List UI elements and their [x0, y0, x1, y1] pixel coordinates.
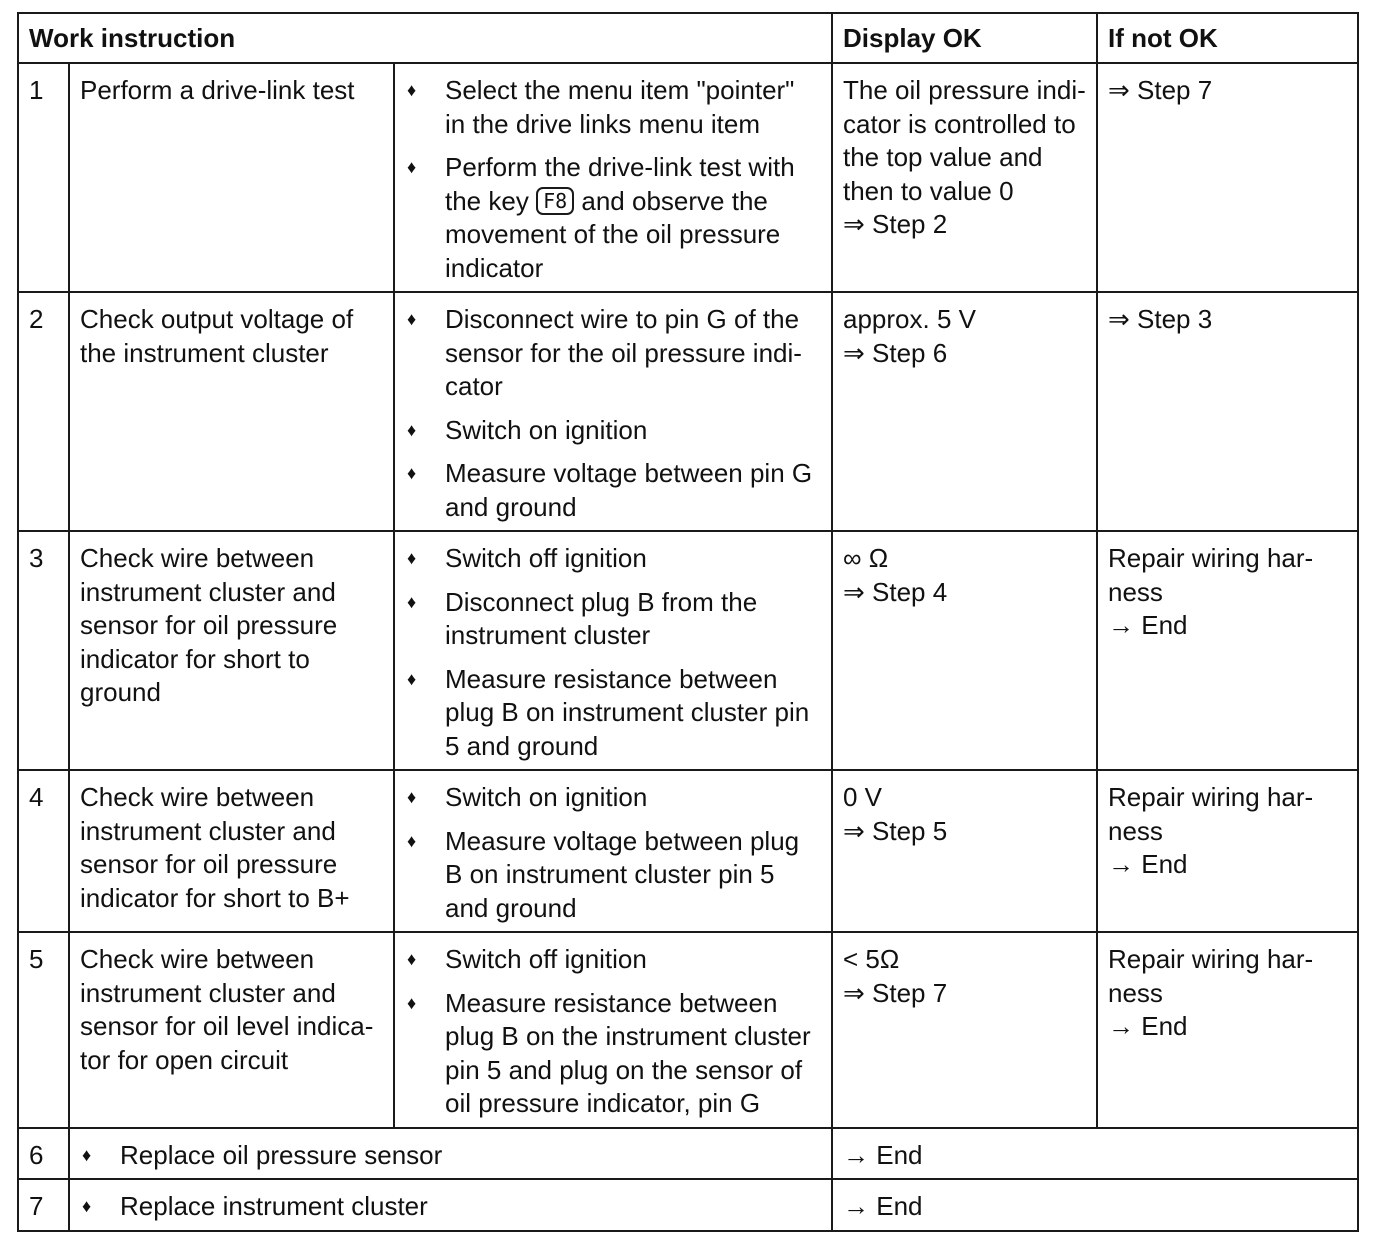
instruction-item [405, 825, 821, 926]
step-row [18, 770, 1358, 932]
instruction-text: Switch off ignition [445, 543, 647, 573]
if-not-ok-cell [1097, 292, 1358, 531]
diamond-bullet-icon: ♦ [407, 419, 417, 440]
step-row [18, 932, 1358, 1128]
final-action-cell [69, 1179, 832, 1231]
step-row [18, 63, 1358, 292]
step-instructions [394, 531, 832, 770]
if-not-ok-cell [1097, 531, 1358, 770]
if-not-ok-text: Repair wiring har-ness [1108, 782, 1314, 846]
final-action-cell [69, 1128, 832, 1180]
display-ok-cell [832, 932, 1097, 1128]
instruction-list [405, 542, 821, 763]
step-number: 2 [18, 292, 69, 531]
step-task: Check output voltage of the instrument cluster [69, 292, 394, 531]
step-row [18, 292, 1358, 531]
display-ok-text: The oil pressure indi-cator is controlled to the top value and then to value 0 [843, 75, 1086, 206]
display-ok-cell [832, 63, 1097, 292]
final-result-cell: → End [832, 1179, 1358, 1231]
diamond-bullet-icon: ♦ [407, 668, 417, 689]
if-not-ok-cell [1097, 63, 1358, 292]
step-instructions [394, 932, 832, 1128]
final-action-text: Replace instrument cluster [120, 1191, 428, 1221]
diamond-bullet-icon: ♦ [407, 787, 417, 807]
f8-key-icon: F8 [536, 187, 574, 215]
display-ok-text: approx. 5 V [843, 304, 976, 334]
display-ok-text: < 5Ω [843, 944, 900, 974]
instruction-item [405, 414, 821, 448]
instruction-item [405, 542, 821, 576]
display-ok-cell [832, 292, 1097, 531]
step-instructions [394, 63, 832, 292]
instruction-item [405, 457, 821, 524]
instruction-text: Disconnect plug B from the instrument cluster [445, 586, 758, 650]
diamond-bullet-icon: ♦ [407, 830, 417, 851]
instruction-text: Switch on ignition [445, 782, 648, 812]
display-ok-text: 0 V [843, 782, 883, 812]
step-instructions [394, 770, 832, 932]
display-ok-cell [832, 770, 1097, 932]
step-number: 3 [18, 531, 69, 770]
if-not-ok-text: ⇒ Step 7 [1108, 75, 1213, 105]
work-instruction-table [17, 12, 1359, 1232]
step-task: Check wire between instrument cluster and sensor for oil level indica-tor for open circuit [69, 932, 394, 1128]
instruction-text: Measure resistance between plug B on instrument cluster pin 5 and ground [445, 663, 810, 761]
if-not-ok-cell [1097, 932, 1358, 1128]
diamond-bullet-icon: ♦ [407, 949, 417, 969]
instruction-text: and observe the movement of the oil pressure indicator [445, 185, 781, 283]
instruction-text: Measure resistance between plug B on the instrument cluster pin 5 and plug on the sensor of oil pressure indicator, pin G [445, 987, 811, 1118]
if-not-ok-text: → End [1108, 610, 1188, 640]
display-ok-text: ∞ Ω [843, 543, 889, 573]
step-row [18, 531, 1358, 770]
instruction-item [405, 781, 821, 815]
if-not-ok-cell [1097, 770, 1358, 932]
diamond-bullet-icon: ♦ [82, 1144, 92, 1165]
final-step-row [18, 1179, 1358, 1231]
instruction-list [405, 943, 821, 1121]
step-number: 7 [18, 1179, 69, 1231]
step-number: 4 [18, 770, 69, 932]
instruction-item [405, 943, 821, 977]
header-work-instruction: Work instruction [18, 13, 832, 63]
header-row [18, 13, 1358, 63]
diamond-bullet-icon: ♦ [407, 157, 417, 177]
final-action [80, 1190, 821, 1224]
if-not-ok-text: Repair wiring har-ness [1108, 944, 1314, 1008]
header-if-not-ok: If not OK [1097, 13, 1358, 63]
final-action-text: Replace oil pressure sensor [120, 1139, 443, 1170]
diamond-bullet-icon: ♦ [82, 1196, 92, 1216]
display-ok-text: ⇒ Step 7 [843, 977, 948, 1008]
diamond-bullet-icon: ♦ [407, 463, 417, 483]
display-ok-text: ⇒ Step 5 [843, 815, 948, 846]
instruction-text: Disconnect wire to pin G of the sensor for the oil pressure indi-cator [445, 304, 802, 401]
final-step-row [18, 1128, 1358, 1180]
instruction-item [405, 663, 821, 764]
step-task: Check wire between instrument cluster and sensor for oil pressure indicator for short to ground [69, 531, 394, 770]
instruction-item [405, 987, 821, 1121]
step-number: 1 [18, 63, 69, 292]
step-instructions [394, 292, 832, 531]
instruction-text: Switch off ignition [445, 944, 647, 974]
final-action [80, 1139, 821, 1173]
if-not-ok-text: → End [1108, 1011, 1188, 1041]
display-ok-text: ⇒ Step 2 [843, 209, 948, 239]
if-not-ok-text: ⇒ Step 3 [1108, 304, 1213, 334]
diamond-bullet-icon: ♦ [407, 992, 417, 1013]
instruction-text: Perform the drive-link test with the key [445, 152, 795, 216]
display-ok-text: ⇒ Step 4 [843, 576, 948, 607]
instruction-list [405, 74, 821, 285]
diamond-bullet-icon: ♦ [407, 80, 417, 100]
if-not-ok-text: → End [1108, 849, 1188, 879]
step-number: 6 [18, 1128, 69, 1180]
instruction-item [405, 151, 821, 285]
diamond-bullet-icon: ♦ [407, 591, 417, 612]
instruction-list [405, 303, 821, 524]
header-display-ok: Display OK [832, 13, 1097, 63]
display-ok-cell [832, 531, 1097, 770]
final-result-cell: → End [832, 1128, 1358, 1180]
if-not-ok-text: Repair wiring har-ness [1108, 543, 1314, 607]
instruction-text: Measure voltage between plug B on instrument cluster pin 5 and ground [445, 825, 800, 923]
instruction-text: Switch on ignition [445, 414, 648, 445]
instruction-item [405, 303, 821, 404]
instruction-text: Measure voltage between pin G and ground [445, 458, 813, 522]
instruction-list [405, 781, 821, 925]
step-task: Perform a drive-link test [69, 63, 394, 292]
instruction-text: Select the menu item "pointer" in the drive links menu item [445, 75, 795, 139]
diamond-bullet-icon: ♦ [407, 309, 417, 329]
step-number: 5 [18, 932, 69, 1128]
step-task: Check wire between instrument cluster and sensor for oil pressure indicator for short to B+ [69, 770, 394, 932]
instruction-item [405, 74, 821, 141]
display-ok-text: ⇒ Step 6 [843, 337, 948, 368]
diamond-bullet-icon: ♦ [407, 548, 417, 568]
instruction-item [405, 586, 821, 653]
